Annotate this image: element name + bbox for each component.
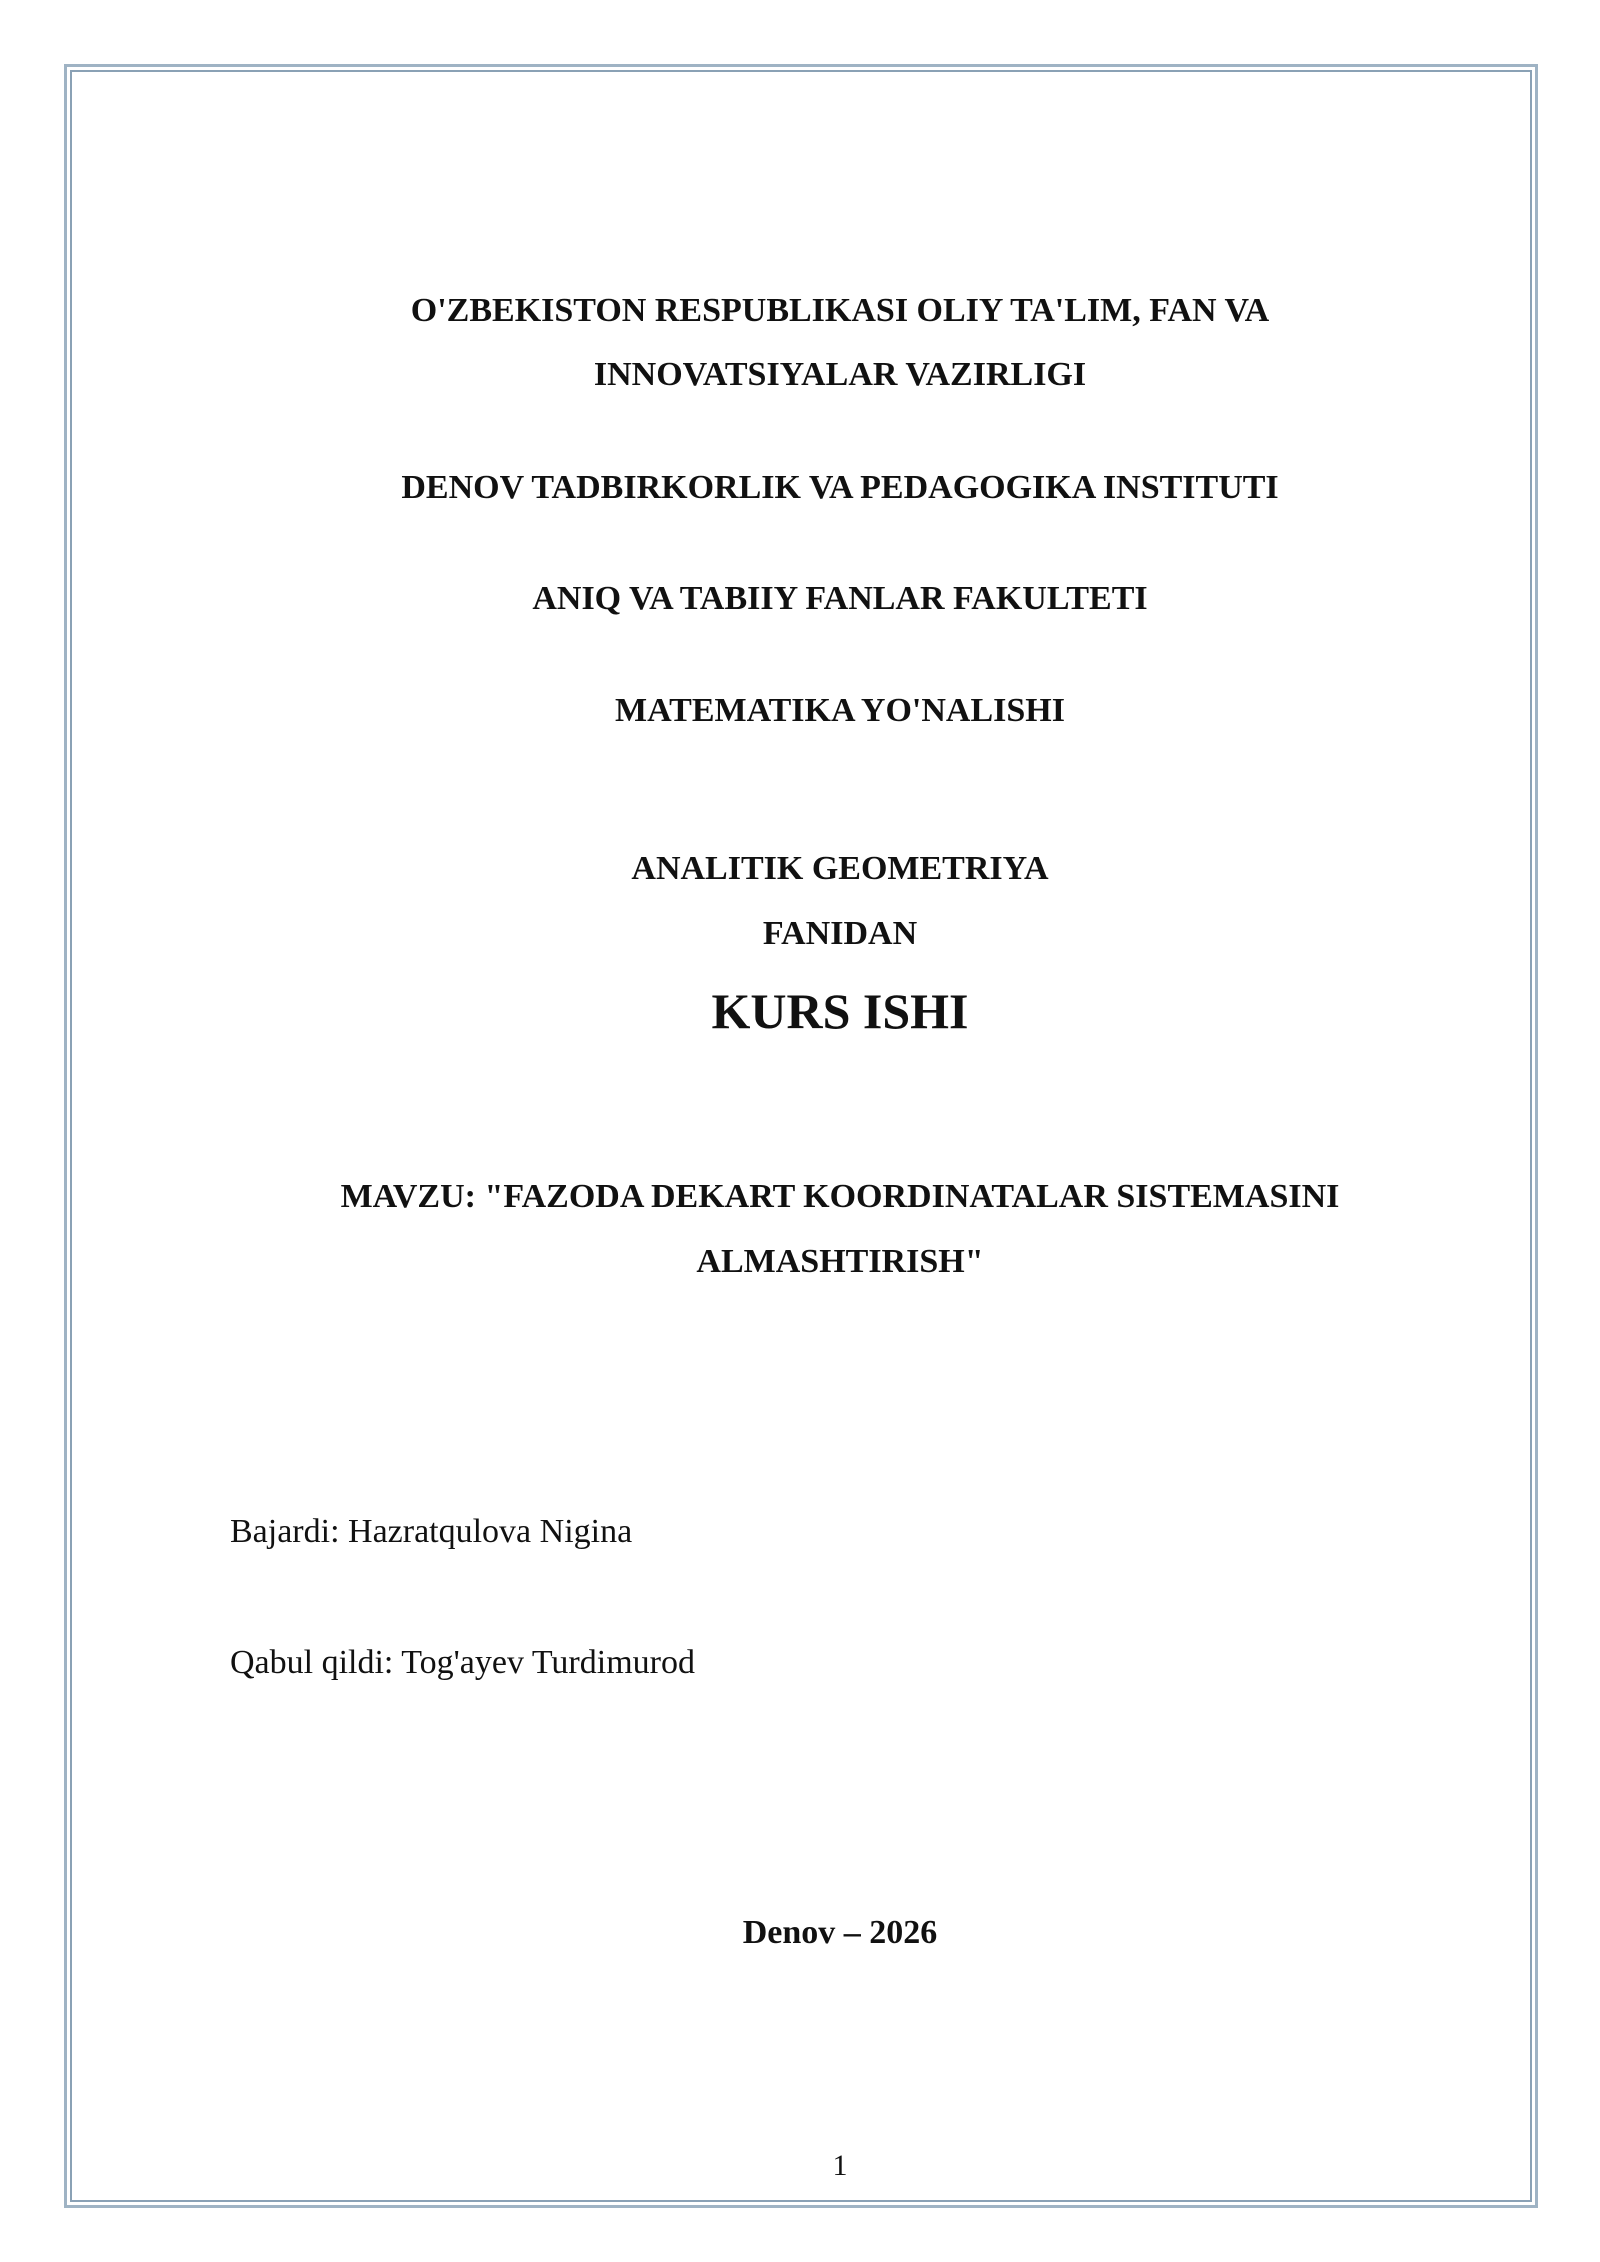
work-title: KURS ISHI	[711, 983, 969, 1039]
page-number: 1	[832, 2149, 848, 2182]
faculty-name: ANIQ VA TABIIY FANLAR FAKULTETI	[532, 580, 1148, 617]
ministry-line-2: INNOVATSIYALAR VAZIRLIGI	[593, 356, 1087, 393]
performed-by: Bajardi: Hazratqulova Nigina	[230, 1513, 633, 1550]
institute-name: DENOV TADBIRKORLIK VA PEDAGOGIKA INSTITUTI	[401, 469, 1279, 506]
subject-line-2: FANIDAN	[762, 915, 918, 952]
ministry-line-1: O'ZBEKISTON RESPUBLIKASI OLIY TA'LIM, FAN VA	[410, 292, 1270, 329]
direction-name: MATEMATIKA YO'NALISHI	[615, 692, 1065, 729]
accepted-by: Qabul qildi: Tog'ayev Turdimurod	[230, 1644, 695, 1681]
subject-line-1: ANALITIK GEOMETRIYA	[631, 850, 1049, 887]
topic-line-2: ALMASHTIRISH"	[696, 1243, 984, 1280]
place-year: Denov – 2026	[742, 1914, 938, 1951]
topic-line-1: MAVZU: "FAZODA DEKART KOORDINATALAR SISTEMASINI	[340, 1178, 1340, 1215]
